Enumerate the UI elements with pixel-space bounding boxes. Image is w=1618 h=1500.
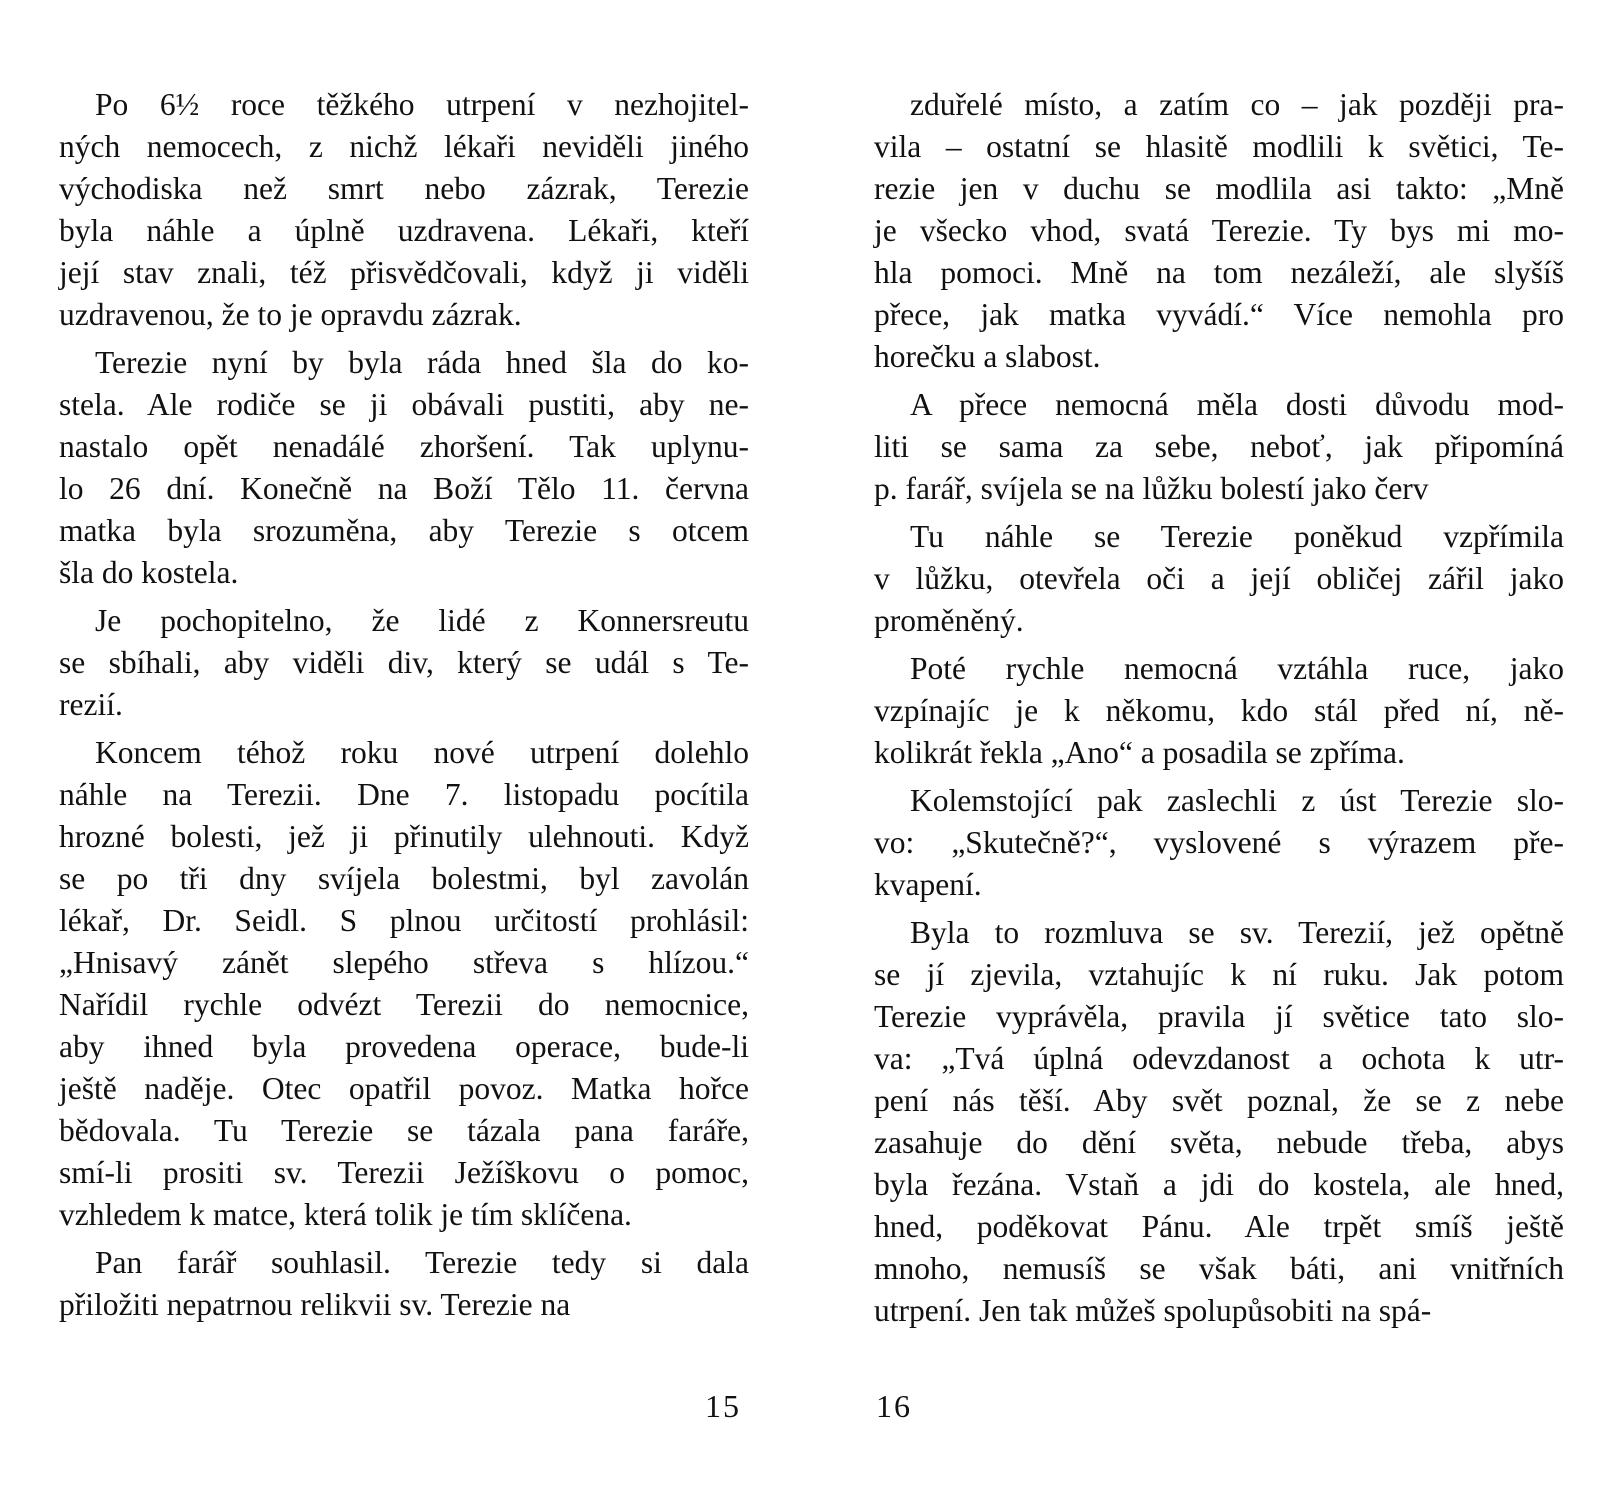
text-line: v lůžku, otevřela oči a její obličej zářil jako bbox=[874, 561, 1564, 596]
text-line: přiložiti nepatrnou relikvii sv. Terezie na bbox=[59, 1287, 571, 1322]
text-line: lo 26 dní. Konečně na Boží Tělo 11. června bbox=[59, 471, 749, 506]
text-line: p. farář, svíjela se na lůžku bolestí jako červ bbox=[874, 471, 1429, 506]
text-line: se po tři dny svíjela bolestmi, byl zavolán bbox=[59, 861, 749, 896]
text-line: náhle na Terezii. Dne 7. listopadu pocítila bbox=[59, 777, 749, 812]
text-line: Po 6½ roce těžkého utrpení v nezhojitel- bbox=[95, 87, 749, 122]
text-line: přece, jak matka vyvádí.“ Více nemohla pro bbox=[874, 297, 1564, 332]
text-line: nastalo opět nenadálé zhoršení. Tak uplynu- bbox=[59, 429, 749, 464]
text-line: ných nemocech, z nichž lékaři neviděli jiného bbox=[59, 129, 749, 164]
paragraph bbox=[59, 732, 749, 1236]
text-line: ještě naděje. Otec opatřil povoz. Matka hořce bbox=[59, 1071, 749, 1106]
text-line: smí-li prositi sv. Terezii Ježíškovu o pomoc, bbox=[59, 1155, 749, 1190]
text-line: zduřelé místo, a zatím co – jak později pra- bbox=[910, 87, 1564, 122]
text-line: va: „Tvá úplná odevzdanost a ochota k utr- bbox=[874, 1041, 1564, 1076]
text-line: Tu náhle se Terezie poněkud vzpřímila bbox=[910, 519, 1564, 554]
paragraph bbox=[59, 342, 749, 594]
text-line: mnoho, nemusíš se však báti, ani vnitřních bbox=[874, 1251, 1564, 1286]
text-line: hned, poděkovat Pánu. Ale trpět smíš ještě bbox=[874, 1209, 1564, 1244]
text-line: Koncem téhož roku nové utrpení dolehlo bbox=[95, 735, 749, 770]
text-line: lékař, Dr. Seidl. S plnou určitostí prohlásil: bbox=[59, 903, 749, 938]
text-line: stela. Ale rodiče se ji obávali pustiti, aby ne- bbox=[59, 387, 749, 422]
text-line: matka byla srozuměna, aby Terezie s otcem bbox=[59, 513, 749, 548]
paragraph bbox=[874, 384, 1564, 510]
text-line: vo: „Skutečně?“, vyslovené s výrazem pře- bbox=[874, 825, 1564, 860]
text-line: Terezie vyprávěla, pravila jí světice tato slo- bbox=[874, 999, 1564, 1034]
text-line: liti se sama za sebe, neboť, jak připomíná bbox=[874, 429, 1564, 464]
text-line: proměněný. bbox=[874, 603, 1024, 638]
text-line: Poté rychle nemocná vztáhla ruce, jako bbox=[910, 651, 1564, 686]
text-line: Kolemstojící pak zaslechli z úst Terezie slo- bbox=[910, 783, 1564, 818]
text-line: rezie jen v duchu se modlila asi takto: „Mně bbox=[874, 171, 1564, 206]
page-number-right: 16 bbox=[876, 1388, 912, 1424]
left-page bbox=[59, 84, 749, 1326]
text-line: vila – ostatní se hlasitě modlili k světici, Te- bbox=[874, 129, 1564, 164]
paragraph bbox=[874, 780, 1564, 906]
paragraph bbox=[874, 912, 1564, 1332]
text-line: východiska než smrt nebo zázrak, Terezie bbox=[59, 171, 749, 206]
text-line: Pan farář souhlasil. Terezie tedy si dala bbox=[95, 1245, 749, 1280]
text-line: byla řezána. Vstaň a jdi do kostela, ale hned, bbox=[874, 1167, 1564, 1202]
text-line: její stav znali, též přisvědčovali, když ji viděli bbox=[59, 255, 749, 290]
paragraph bbox=[874, 516, 1564, 642]
text-line: hla pomoci. Mně na tom nezáleží, ale slyšíš bbox=[874, 255, 1564, 290]
text-line: A přece nemocná měla dosti důvodu mod- bbox=[910, 387, 1564, 422]
text-line: se sbíhali, aby viděli div, který se udál s Te- bbox=[59, 645, 749, 680]
page-number-left: 15 bbox=[705, 1388, 741, 1424]
text-line: Terezie nyní by byla ráda hned šla do ko- bbox=[95, 345, 749, 380]
text-line: rezií. bbox=[59, 687, 123, 722]
paragraph bbox=[59, 84, 749, 336]
paragraph bbox=[874, 648, 1564, 774]
text-line: kvapení. bbox=[874, 867, 982, 902]
text-line: hrozné bolesti, jež ji přinutily ulehnouti. Když bbox=[59, 819, 749, 854]
text-line: vzpínajíc je k někomu, kdo stál před ní, ně- bbox=[874, 693, 1564, 728]
text-line: bědovala. Tu Terezie se tázala pana faráře, bbox=[59, 1113, 749, 1148]
text-line: Je pochopitelno, že lidé z Konnersreutu bbox=[95, 603, 749, 638]
text-line: utrpení. Jen tak můžeš spolupůsobiti na spá- bbox=[874, 1293, 1432, 1328]
paragraph bbox=[59, 600, 749, 726]
text-line: šla do kostela. bbox=[59, 555, 239, 590]
text-line: byla náhle a úplně uzdravena. Lékaři, kteří bbox=[59, 213, 749, 248]
text-line: Byla to rozmluva se sv. Terezií, jež opětně bbox=[910, 915, 1564, 950]
text-line: se jí zjevila, vztahujíc k ní ruku. Jak potom bbox=[874, 957, 1564, 992]
right-page bbox=[874, 84, 1564, 1332]
text-line: pení nás těší. Aby svět poznal, že se z nebe bbox=[874, 1083, 1564, 1118]
text-line: uzdravenou, že to je opravdu zázrak. bbox=[59, 297, 522, 332]
text-line: aby ihned byla provedena operace, bude-li bbox=[59, 1029, 749, 1064]
text-line: „Hnisavý zánět slepého střeva s hlízou.“ bbox=[59, 945, 749, 980]
text-line: vzhledem k matce, která tolik je tím sklíčena. bbox=[59, 1197, 632, 1232]
text-line: zasahuje do dění světa, nebude třeba, abys bbox=[874, 1125, 1564, 1160]
paragraph bbox=[59, 1242, 749, 1326]
text-line: je všecko vhod, svatá Terezie. Ty bys mi mo- bbox=[874, 213, 1564, 248]
text-line: horečku a slabost. bbox=[874, 339, 1101, 374]
text-line: kolikrát řekla „Ano“ a posadila se zpříma. bbox=[874, 735, 1405, 770]
text-line: Nařídil rychle odvézt Terezii do nemocnice, bbox=[59, 987, 749, 1022]
paragraph bbox=[874, 84, 1564, 378]
